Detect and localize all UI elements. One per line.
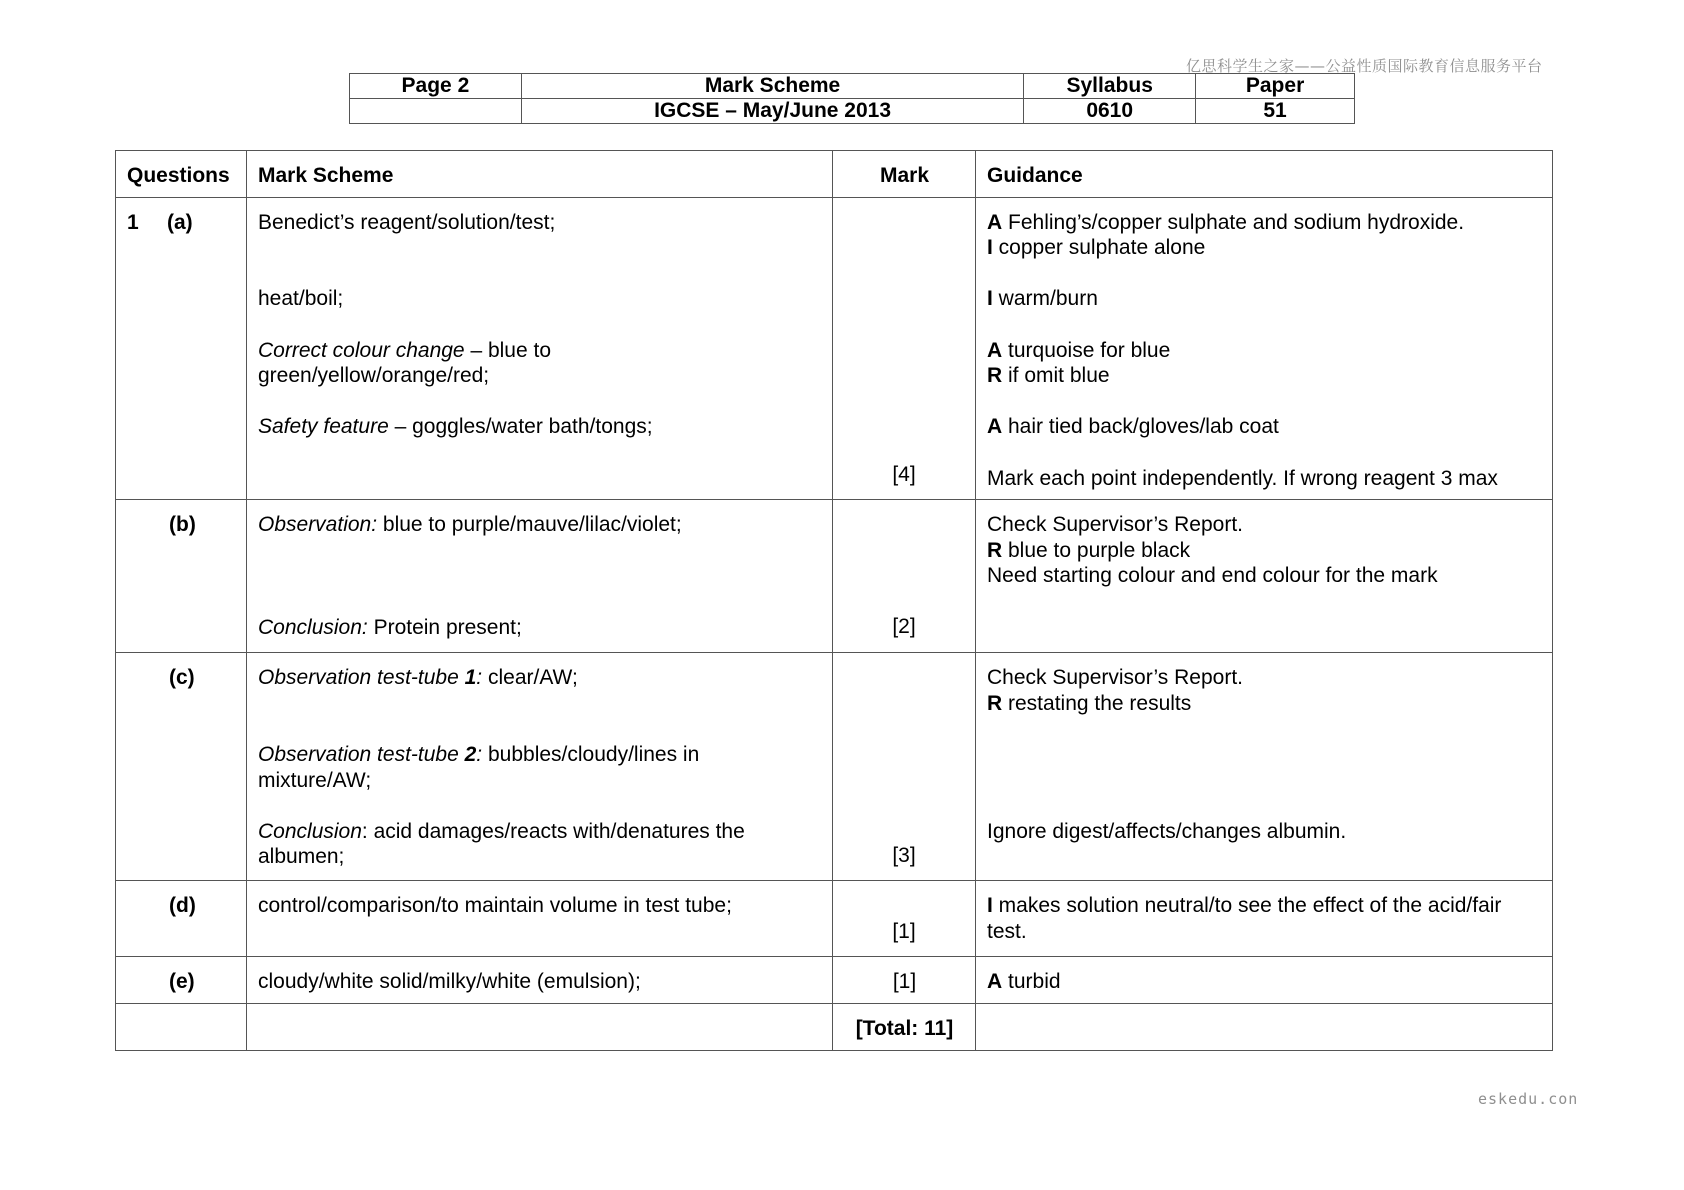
watermark-bottom: eskedu.con <box>1478 1090 1579 1108</box>
scheme-line: Benedict’s reagent/solution/test; <box>258 210 556 234</box>
scheme-line: mixture/AW; <box>258 768 372 792</box>
question-cell <box>116 500 247 653</box>
mark-value: [1] <box>892 920 916 944</box>
scheme-line: control/comparison/to maintain volume in test tube; <box>258 894 732 918</box>
mark-cell <box>833 653 976 881</box>
guidance-cell <box>976 1003 1553 1050</box>
header-exam: IGCSE – May/June 2013 <box>521 99 1023 124</box>
guidance-line: test. <box>987 919 1027 943</box>
question-number: 1 <box>127 210 139 234</box>
guidance-line: I makes solution neutral/to see the effect of the acid/fair <box>987 894 1502 918</box>
scheme-cell <box>247 500 833 653</box>
col-mark: Mark <box>833 151 976 198</box>
header-empty <box>350 99 522 124</box>
mark-scheme-table <box>115 150 1553 1051</box>
col-mark-scheme: Mark Scheme <box>247 151 833 198</box>
guidance-line: Mark each point independently. If wrong reagent 3 max <box>987 466 1498 490</box>
table-row <box>116 500 1553 653</box>
guidance-cell <box>976 957 1553 1004</box>
table-row <box>116 653 1553 881</box>
col-questions: Questions <box>116 151 247 198</box>
mark-cell <box>833 957 976 1004</box>
col-guidance: Guidance <box>976 151 1553 198</box>
question-cell <box>116 653 247 881</box>
guidance-line: A hair tied back/gloves/lab coat <box>987 415 1279 439</box>
scheme-cell <box>247 653 833 881</box>
table-row <box>116 197 1553 500</box>
mark-cell <box>833 881 976 957</box>
table-row-total <box>116 1003 1553 1050</box>
guidance-line: A turquoise for blue <box>987 338 1171 362</box>
guidance-line: A Fehling’s/copper sulphate and sodium hydroxide. <box>987 210 1465 234</box>
scheme-cell <box>247 197 833 500</box>
header-table <box>349 73 1355 124</box>
guidance-line: Ignore digest/affects/changes albumin. <box>987 819 1347 843</box>
scheme-line: cloudy/white solid/milky/white (emulsion); <box>258 970 641 994</box>
header-paper-number: 51 <box>1196 99 1355 124</box>
guidance-line: Check Supervisor’s Report. <box>987 666 1243 690</box>
watermark-top: 亿思科学生之家——公益性质国际教育信息服务平台 <box>1186 57 1543 75</box>
question-part: (e) <box>169 970 195 994</box>
header-syllabus-code: 0610 <box>1024 99 1196 124</box>
scheme-line: Correct colour change – blue to <box>258 338 552 362</box>
scheme-line: Observation: blue to purple/mauve/lilac/violet; <box>258 513 682 537</box>
total-mark: [Total: 11] <box>833 1003 976 1050</box>
mark-value: [3] <box>892 844 916 868</box>
header-row <box>350 74 1355 99</box>
scheme-cell <box>247 1003 833 1050</box>
mark-value: [1] <box>892 970 917 994</box>
question-cell <box>116 881 247 957</box>
header-title: Mark Scheme <box>521 74 1023 99</box>
mark-cell <box>833 197 976 500</box>
header-syllabus-label: Syllabus <box>1024 74 1196 99</box>
guidance-line: R if omit blue <box>987 364 1110 388</box>
scheme-line: albumen; <box>258 845 345 869</box>
scheme-line: green/yellow/orange/red; <box>258 364 490 388</box>
header-paper-label: Paper <box>1196 74 1355 99</box>
table-row <box>116 957 1553 1004</box>
guidance-line: R restating the results <box>987 691 1192 715</box>
scheme-line: Conclusion: acid damages/reacts with/denatures the <box>258 819 745 843</box>
scheme-cell <box>247 881 833 957</box>
scheme-line: Conclusion: Protein present; <box>258 615 522 639</box>
header-page: Page 2 <box>350 74 522 99</box>
guidance-line: I copper sulphate alone <box>987 236 1206 260</box>
header-row <box>350 99 1355 124</box>
scheme-line: Observation test-tube 1: clear/AW; <box>258 666 578 690</box>
question-cell <box>116 1003 247 1050</box>
table-row <box>116 881 1553 957</box>
guidance-cell <box>976 500 1553 653</box>
scheme-line: Safety feature – goggles/water bath/tongs; <box>258 415 653 439</box>
question-cell <box>116 197 247 500</box>
question-part: (d) <box>169 894 196 918</box>
question-part: (c) <box>169 666 195 690</box>
scheme-line: heat/boil; <box>258 287 344 311</box>
guidance-line: A turbid <box>987 970 1061 994</box>
question-part: (a) <box>167 210 193 234</box>
scheme-cell <box>247 957 833 1004</box>
mark-cell <box>833 500 976 653</box>
question-cell <box>116 957 247 1004</box>
guidance-line: Check Supervisor’s Report. <box>987 513 1243 537</box>
question-part: (b) <box>169 513 196 537</box>
guidance-cell <box>976 881 1553 957</box>
mark-value: [2] <box>892 615 916 639</box>
mark-value: [4] <box>892 462 916 486</box>
guidance-cell <box>976 197 1553 500</box>
guidance-line: Need starting colour and end colour for the mark <box>987 564 1438 588</box>
table-header-row <box>116 151 1553 198</box>
scheme-line: Observation test-tube 2: bubbles/cloudy/lines in <box>258 742 700 766</box>
guidance-line: R blue to purple black <box>987 538 1191 562</box>
guidance-line: I warm/burn <box>987 287 1098 311</box>
guidance-cell <box>976 653 1553 881</box>
